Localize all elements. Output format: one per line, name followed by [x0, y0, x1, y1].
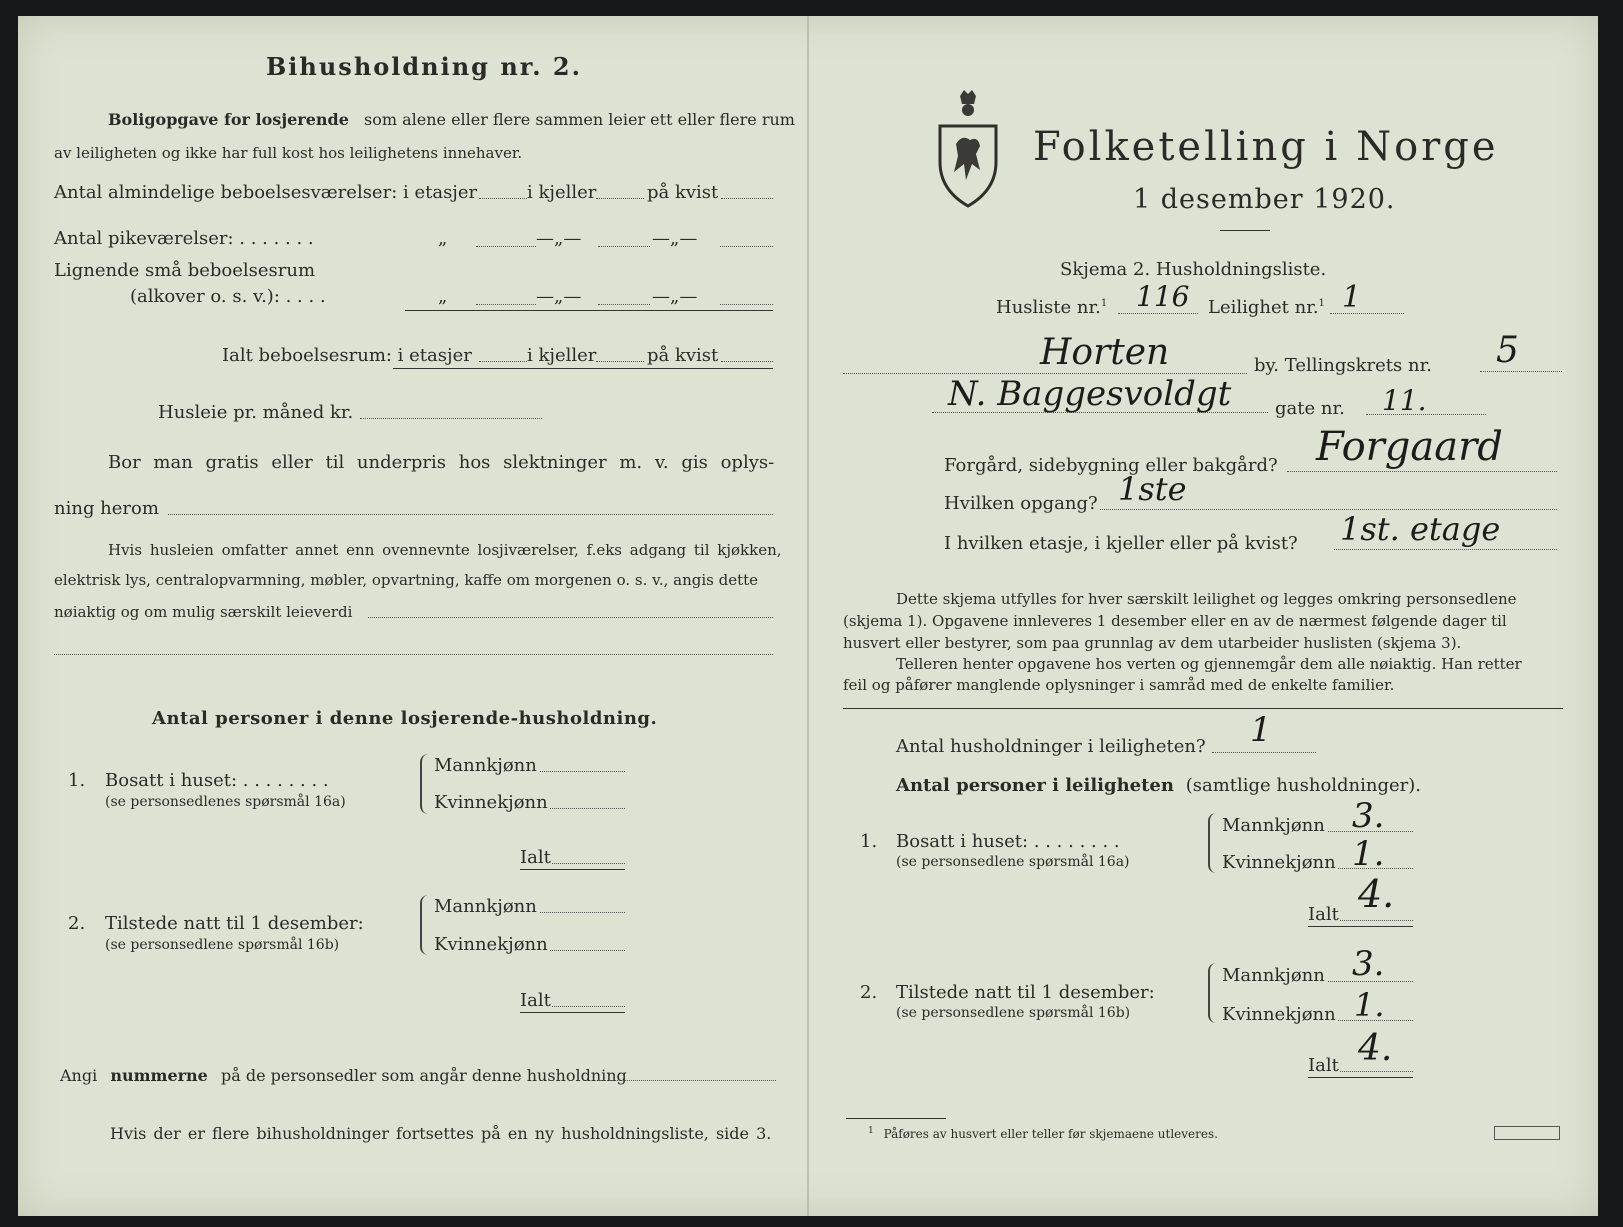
opgang-label: Hvilken opgang? — [944, 493, 1098, 514]
forgard-label: Forgård, sidebygning eller bakgård? — [944, 455, 1278, 476]
intro-line-2: av leiligheten og ikke har full kost hos leilighetens innehaver. — [54, 144, 523, 162]
angi-line — [60, 1066, 627, 1085]
right-q2-mann-value[interactable]: 3. — [1352, 944, 1385, 984]
left-q1-ialt-label: Ialt — [520, 847, 551, 868]
lignende-kvist-field[interactable] — [720, 304, 773, 305]
hvis-field-2[interactable] — [54, 654, 773, 655]
bor-line-2: ning herom — [54, 498, 159, 519]
forgard-field[interactable] — [1287, 471, 1557, 472]
lignende-quote: „ — [438, 286, 448, 307]
left-q2-ialt-label: Ialt — [520, 990, 551, 1011]
note-line-2: (skjema 1). Opgavene innleveres 1 desember eller en av de nærmest følgende dager til — [843, 612, 1507, 630]
right-q1-kvinne-label: Kvinnekjønn — [1222, 852, 1336, 873]
opgang-value[interactable]: 1ste — [1118, 470, 1187, 508]
husliste-field[interactable] — [1118, 313, 1198, 314]
right-q1-label: Bosatt i huset: . . . . . . . . — [896, 831, 1120, 852]
ialt-kvist-field[interactable] — [721, 361, 773, 362]
lignende-line-1: Lignende små beboelsesrum — [54, 260, 316, 281]
right-q1-ialt-rule — [1308, 926, 1413, 927]
right-title: Folketelling i Norge — [1033, 124, 1499, 170]
rooms-kvist-field[interactable] — [721, 198, 773, 199]
etasje-value[interactable]: 1st. etage — [1340, 510, 1501, 548]
hvis-field-1[interactable] — [368, 617, 773, 618]
husleie-label: Husleie pr. måned kr. — [158, 402, 354, 423]
ialt-rooms-rule — [393, 368, 773, 369]
pike-etasjer-field[interactable] — [476, 246, 536, 247]
right-q1-brace — [1208, 813, 1218, 873]
left-q1-sub: (se personsedlenes spørsmål 16a) — [105, 794, 346, 810]
right-q2-brace — [1208, 963, 1218, 1023]
angi-1: Angi — [60, 1066, 98, 1085]
krets-field[interactable] — [1480, 371, 1562, 372]
by-value[interactable]: Horten — [1040, 332, 1170, 373]
left-q2-label: Tilstede natt til 1 desember: — [105, 913, 364, 934]
left-q1-kvinne-label: Kvinnekjønn — [434, 792, 548, 813]
coat-of-arms-icon — [934, 88, 1002, 210]
note-line-5: feil og påfører manglende oplysninger i samråd med de enkelte familier. — [843, 676, 1395, 694]
lignende-dash-2: —„— — [652, 286, 698, 307]
right-q1-kvinne-value[interactable]: 1. — [1352, 834, 1385, 874]
angi-bold: nummerne — [110, 1066, 208, 1085]
left-q1-ialt-field[interactable] — [552, 863, 625, 864]
lignende-line-2: (alkover o. s. v.): . . . . — [130, 286, 326, 307]
left-q1-label: Bosatt i huset: . . . . . . . . — [105, 770, 329, 791]
footnote-sup: 1 — [868, 1126, 874, 1136]
census-date: 1 desember 1920. — [1133, 184, 1396, 215]
ialt-kjeller-field[interactable] — [596, 361, 644, 362]
etasje-label: I hvilken etasje, i kjeller eller på kvist? — [944, 533, 1298, 554]
rooms-etasjer-field[interactable] — [479, 198, 527, 199]
note-line-4: Telleren henter opgavene hos verten og gjennemgår dem alle nøiaktig. Han retter — [896, 655, 1522, 673]
intro-bold: Boligopgave for losjerende — [108, 110, 349, 129]
note-line-1: Dette skjema utfylles for hver særskilt leilighet og legges omkring personsedlene — [896, 590, 1517, 608]
ialt-rooms-label: Ialt beboelsesrum: i etasjer — [222, 345, 472, 366]
ialt-etasjer-field[interactable] — [479, 361, 527, 362]
left-persons-heading: Antal personer i denne losjerende-husholdning. — [152, 708, 658, 729]
left-q2-mann-field[interactable] — [540, 912, 625, 913]
rooms-kjeller: i kjeller — [527, 182, 597, 203]
hush-value[interactable]: 1 — [1250, 710, 1272, 750]
skjema-label: Skjema 2. Husholdningsliste. — [1060, 259, 1327, 280]
right-q2-sub: (se personsedlene spørsmål 16b) — [896, 1005, 1131, 1021]
right-q1-ialt-label: Ialt — [1308, 904, 1339, 925]
leilighet-label: Leilighet nr.$^1$ — [1208, 297, 1325, 318]
etasje-field[interactable] — [1334, 549, 1557, 550]
ialt-kvist: på kvist — [647, 345, 719, 366]
right-persons-heading — [896, 775, 1421, 796]
right-q1-ialt-value[interactable]: 4. — [1358, 872, 1395, 916]
left-q2-ialt-rule — [520, 1012, 625, 1013]
pike-kvist-field[interactable] — [720, 246, 773, 247]
husliste-label: Husliste nr.$^1$ — [996, 297, 1108, 318]
rooms-kvist: på kvist — [647, 182, 719, 203]
left-q2-kvinne-field[interactable] — [550, 950, 625, 951]
left-q1-ialt-rule — [520, 869, 625, 870]
pike-dash-2: —„— — [652, 228, 698, 249]
sum-rule — [405, 310, 773, 311]
right-q2-label: Tilstede natt til 1 desember: — [896, 982, 1155, 1003]
hush-field[interactable] — [1212, 752, 1316, 753]
hvis-line-2: elektrisk lys, centralopvarmning, møbler, opvartning, kaffe om morgenen o. s. v., angis dette — [54, 571, 759, 589]
right-q1-mann-label: Mannkjønn — [1222, 815, 1325, 836]
right-q2-ialt-label: Ialt — [1308, 1055, 1339, 1076]
ialt-kjeller: i kjeller — [527, 345, 597, 366]
right-q2-mann-label: Mannkjønn — [1222, 965, 1325, 986]
intro-rest: som alene eller flere sammen leier ett eller flere rum — [363, 110, 795, 129]
right-q2-ialt-field[interactable] — [1340, 1071, 1413, 1072]
note-line-3: husvert eller bestyrer, som paa grunnlag av dem utarbeider huslisten (skjema 3). — [843, 634, 1462, 652]
left-q2-ialt-field[interactable] — [552, 1006, 625, 1007]
right-q1-mann-value[interactable]: 3. — [1352, 796, 1385, 836]
left-q1-mann-field[interactable] — [540, 771, 625, 772]
rooms-label: Antal almindelige beboelsesværelser: i etasjer — [54, 182, 478, 203]
right-q1-sub: (se personsedlene spørsmål 16a) — [896, 854, 1130, 870]
leilighet-value[interactable]: 1 — [1342, 280, 1362, 315]
left-title: Bihusholdning nr. 2. — [266, 52, 582, 81]
lignende-kjeller-field[interactable] — [598, 304, 650, 305]
right-q1-num: 1. — [860, 831, 878, 852]
footnote-rule — [846, 1118, 946, 1119]
angi-2: på de personsedler som angår denne husholdning — [220, 1066, 627, 1085]
forgard-value[interactable]: Forgaard — [1316, 424, 1503, 470]
right-q1-ialt-field[interactable] — [1340, 920, 1413, 921]
krets-value[interactable]: 5 — [1496, 330, 1519, 371]
angi-field[interactable] — [598, 1080, 776, 1081]
left-q1-mann-label: Mannkjønn — [434, 755, 537, 776]
left-q2-num: 2. — [68, 913, 86, 934]
left-footer: Hvis der er flere bihusholdninger fortsettes på en ny husholdningsliste, side 3. — [110, 1124, 772, 1143]
left-q1-num: 1. — [68, 770, 86, 791]
gate-label: gate nr. — [1275, 398, 1345, 419]
printer-stamp — [1494, 1126, 1560, 1140]
husliste-value[interactable]: 116 — [1136, 280, 1190, 313]
footnote — [868, 1126, 1218, 1141]
pike-kjeller-field[interactable] — [598, 246, 650, 247]
right-q2-ialt-value[interactable]: 4. — [1358, 1028, 1393, 1069]
footnote-text: Påføres av husvert eller teller før skjemaene utleveres. — [883, 1127, 1218, 1141]
husleie-field[interactable] — [360, 418, 542, 419]
right-q2-ialt-rule — [1308, 1077, 1413, 1078]
right-q2-kvinne-label: Kvinnekjønn — [1222, 1004, 1336, 1025]
gate-value[interactable]: N. Baggesvoldgt — [948, 374, 1232, 414]
right-q2-num: 2. — [860, 982, 878, 1003]
left-q2-brace — [420, 895, 430, 955]
left-q2-mann-label: Mannkjønn — [434, 896, 537, 917]
intro-line-1 — [108, 110, 795, 129]
right-persons-bold: Antal personer i leiligheten — [896, 775, 1174, 796]
rooms-kjeller-field[interactable] — [596, 198, 644, 199]
pike-dash-1: —„— — [536, 228, 582, 249]
section-rule — [843, 708, 1563, 709]
hvis-line-1: Hvis husleien omfatter annet enn ovennevnte losjiværelser, f.eks adgang til kjøkken, — [108, 541, 782, 559]
left-q1-brace — [420, 754, 430, 814]
hvis-line-3: nøiaktig og om mulig særskilt leieverdi — [54, 603, 353, 621]
pike-label: Antal pikeværelser: . . . . . . . — [54, 228, 314, 249]
right-persons-rest: (samtlige husholdninger). — [1185, 775, 1422, 796]
gate-nr-value[interactable]: 11. — [1382, 384, 1427, 417]
left-q2-kvinne-label: Kvinnekjønn — [434, 934, 548, 955]
bor-line-1: Bor man gratis eller til underpris hos slektninger m. v. gis oplys- — [108, 452, 775, 473]
by-label: by. Tellingskrets nr. — [1254, 355, 1432, 376]
left-q1-kvinne-field[interactable] — [550, 808, 625, 809]
pike-quote: „ — [438, 228, 448, 249]
left-q2-sub: (se personsedlene spørsmål 16b) — [105, 937, 340, 953]
right-q2-kvinne-value[interactable]: 1. — [1354, 986, 1385, 1024]
hush-label: Antal husholdninger i leiligheten? — [896, 736, 1206, 757]
bor-field[interactable] — [168, 514, 773, 515]
lignende-dash-1: —„— — [536, 286, 582, 307]
title-rule — [1220, 230, 1270, 231]
page-fold — [807, 16, 809, 1216]
lignende-etasjer-field[interactable] — [476, 304, 536, 305]
